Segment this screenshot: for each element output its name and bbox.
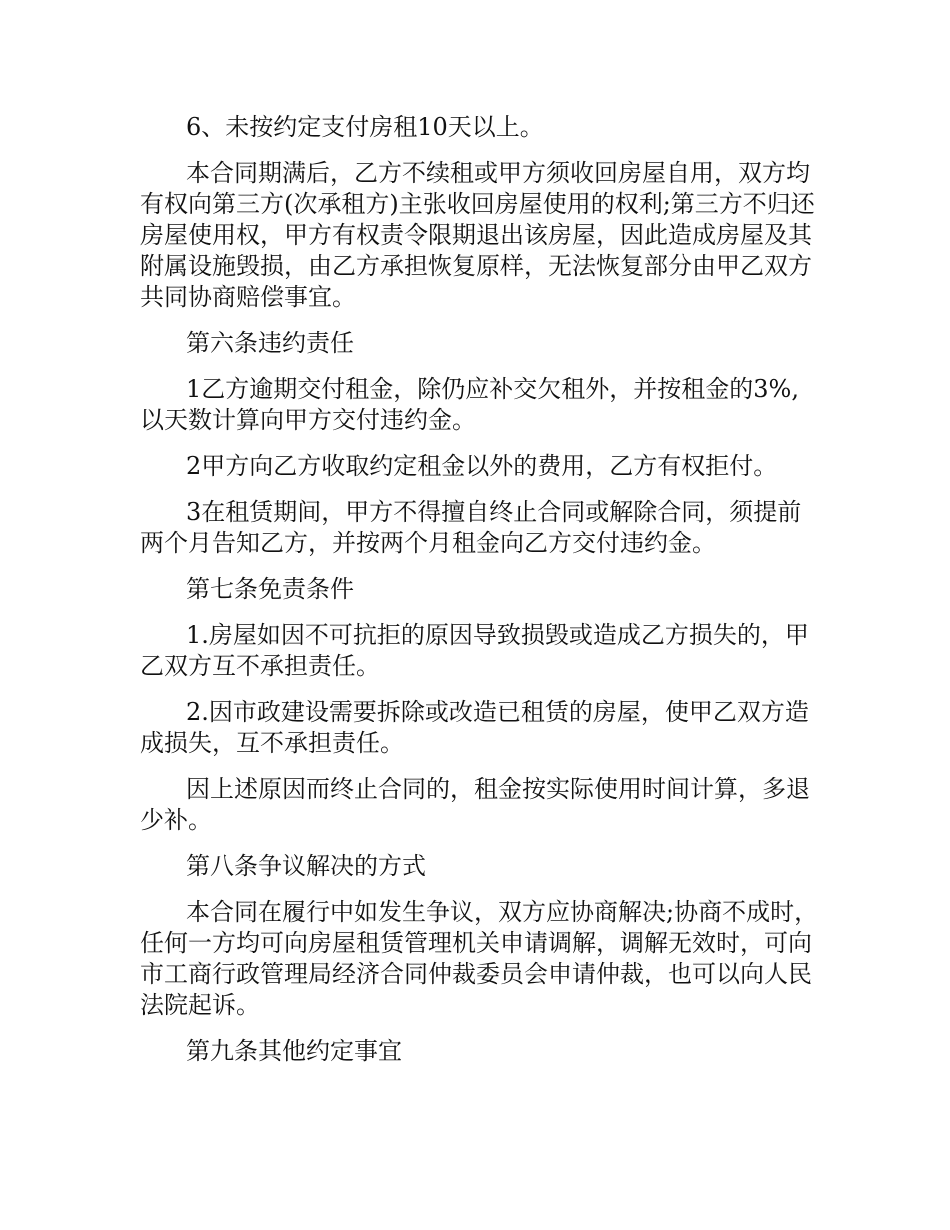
- document-body: [140, 112, 820, 1082]
- article-9-heading: 第九条其他约定事宜: [186, 1037, 402, 1065]
- article-7-item-1: 1.房屋如因不可抗拒的原因导致损毁或造成乙方损失的，甲乙双方互不承担责任。: [140, 621, 809, 680]
- contract-expiry-paragraph: 本合同期满后，乙方不续租或甲方须收回房屋自用，双方均有权向第三方(次承租方)主张收回房屋使用的权利;第三方不归还房屋使用权，甲方有权责令限期退出该房屋，因此造成房屋及其附属设施毁损，由乙方承担恢复原样，无法恢复部分由甲乙双方共同协商赔偿事宜。: [140, 159, 815, 311]
- clause-item-6: 6、未按约定支付房租10天以上。: [186, 113, 544, 141]
- article-7-item-2: 2.因市政建设需要拆除或改造已租赁的房屋，使甲乙双方造成损失，互不承担责任。: [140, 698, 809, 757]
- article-8-body: 本合同在履行中如发生争议，双方应协商解决;协商不成时，任何一方均可向房屋租赁管理机关申请调解，调解无效时，可向市工商行政管理局经济合同仲裁委员会申请仲裁，也可以向人民法院起诉。: [140, 898, 819, 1019]
- article-6-heading: 第六条违约责任: [186, 329, 354, 357]
- article-6-item-1: 1乙方逾期交付租金，除仍应补交欠租外，并按租金的3%,以天数计算向甲方交付违约金。: [140, 375, 799, 434]
- article-6-item-2: 2甲方向乙方收取约定租金以外的费用，乙方有权拒付。: [186, 452, 778, 480]
- article-8-heading: 第八条争议解决的方式: [186, 852, 426, 880]
- article-7-rent-settlement: 因上述原因而终止合同的，租金按实际使用时间计算，多退少补。: [140, 775, 810, 834]
- article-6-item-3: 3在租赁期间，甲方不得擅自终止合同或解除合同，须提前两个月告知乙方，并按两个月租金向乙方交付违约金。: [140, 498, 802, 557]
- article-7-heading: 第七条免责条件: [186, 575, 354, 603]
